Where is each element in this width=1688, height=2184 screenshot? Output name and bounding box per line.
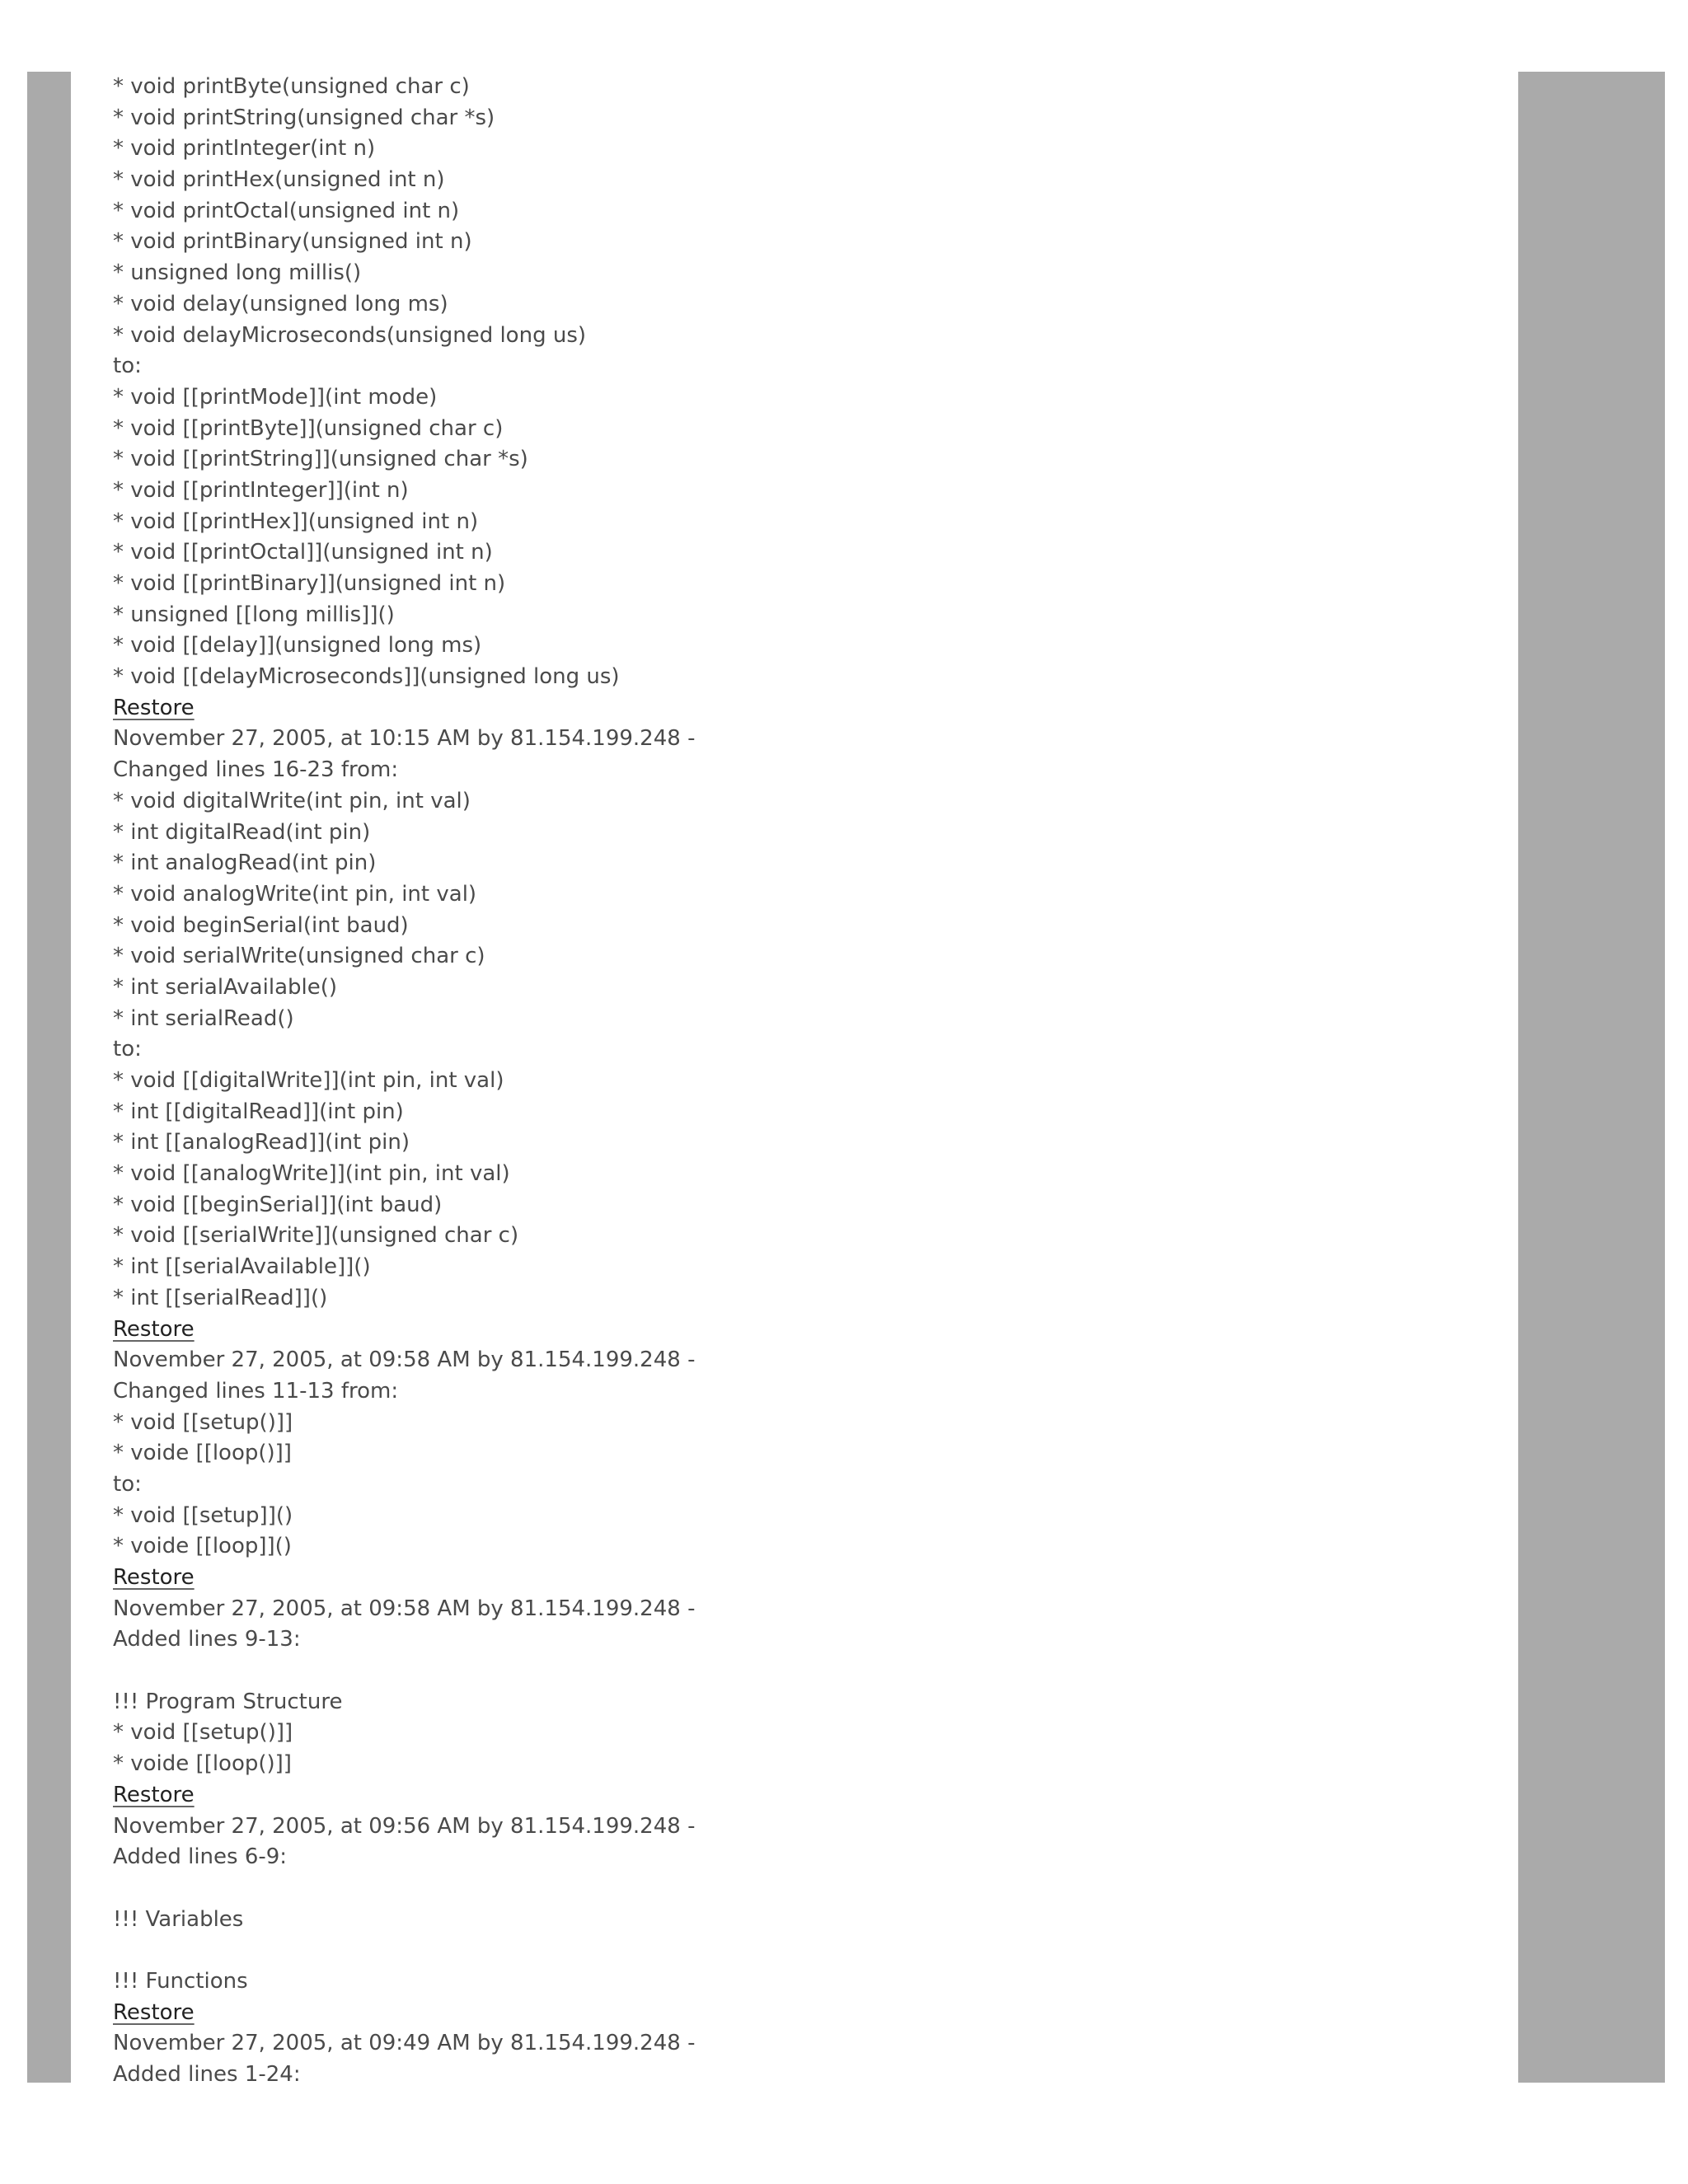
- history-line: * int analogRead(int pin): [113, 851, 377, 876]
- history-line: * void delay(unsigned long ms): [113, 291, 448, 316]
- restore-link[interactable]: Restore: [113, 1999, 195, 2025]
- restore-row: [113, 1780, 1498, 1811]
- restore-row: [113, 1998, 1498, 2029]
- history-line: * int [[digitalRead]](int pin): [113, 1099, 404, 1124]
- blank-line: [113, 1935, 1498, 1966]
- history-line: * int serialAvailable(): [113, 974, 338, 1000]
- history-line: * void [[beginSerial]](int baud): [113, 1192, 443, 1217]
- history-line: * void [[printByte]](unsigned char c): [113, 415, 504, 441]
- history-line: * unsigned [[long millis]](): [113, 602, 395, 627]
- history-line: * voide [[loop()]]: [113, 1441, 292, 1466]
- history-line: Added lines 6-9:: [113, 1844, 288, 1870]
- blank-line: [113, 1656, 1498, 1687]
- left-gutter-bar: [27, 72, 71, 2083]
- history-line: !!! Program Structure: [113, 1689, 343, 1714]
- restore-link[interactable]: Restore: [113, 1782, 195, 1807]
- history-line: * void [[printMode]](int mode): [113, 384, 438, 410]
- history-line: * int serialRead(): [113, 1005, 294, 1031]
- history-line: November 27, 2005, at 09:56 AM by 81.154.199.248 -: [113, 1813, 696, 1839]
- restore-row: [113, 1563, 1498, 1594]
- restore-link[interactable]: Restore: [113, 695, 195, 720]
- history-line: * void [[printString]](unsigned char *s): [113, 447, 528, 472]
- history-line: November 27, 2005, at 09:58 AM by 81.154.199.248 -: [113, 1596, 696, 1621]
- history-line: * voide [[loop]](): [113, 1534, 292, 1559]
- history-line: !!! Functions: [113, 1968, 248, 1994]
- history-line: !!! Variables: [113, 1906, 244, 1932]
- history-line: Added lines 9-13:: [113, 1627, 301, 1652]
- restore-row: [113, 693, 1498, 724]
- history-line: * void [[delay]](unsigned long ms): [113, 633, 482, 658]
- history-line: to:: [113, 1037, 142, 1062]
- history-line: * void [[printBinary]](unsigned int n): [113, 571, 506, 596]
- history-line: * void printInteger(int n): [113, 136, 376, 162]
- history-line: November 27, 2005, at 10:15 AM by 81.154.199.248 -: [113, 726, 696, 752]
- history-line: to:: [113, 1471, 142, 1497]
- history-line: * void [[printOctal]](unsigned int n): [113, 540, 493, 565]
- history-line: * void printOctal(unsigned int n): [113, 198, 460, 223]
- history-line: * void [[printHex]](unsigned int n): [113, 509, 479, 534]
- history-line: * void delayMicroseconds(unsigned long us): [113, 322, 587, 348]
- history-line: * void serialWrite(unsigned char c): [113, 944, 485, 969]
- restore-link[interactable]: Restore: [113, 1565, 195, 1590]
- history-line: * void analogWrite(int pin, int val): [113, 881, 477, 907]
- history-line: November 27, 2005, at 09:49 AM by 81.154.199.248 -: [113, 2031, 696, 2056]
- history-line: * void beginSerial(int baud): [113, 912, 409, 938]
- history-line: * int [[serialAvailable]](): [113, 1254, 371, 1280]
- history-line: * void [[printInteger]](int n): [113, 477, 409, 503]
- history-line: * unsigned long millis(): [113, 260, 362, 286]
- right-gutter-bar: [1518, 72, 1665, 2083]
- history-line: * int [[analogRead]](int pin): [113, 1130, 410, 1155]
- history-line: * void digitalWrite(int pin, int val): [113, 788, 471, 813]
- history-line: * voide [[loop()]]: [113, 1751, 292, 1777]
- history-line: * int [[serialRead]](): [113, 1285, 328, 1310]
- restore-link[interactable]: Restore: [113, 1316, 195, 1342]
- history-line: * void [[digitalWrite]](int pin, int val): [113, 1068, 504, 1093]
- history-line: * void [[analogWrite]](int pin, int val): [113, 1161, 510, 1187]
- history-line: * void [[setup()]]: [113, 1409, 293, 1435]
- history-line: * void printString(unsigned char *s): [113, 105, 495, 130]
- history-line: Changed lines 16-23 from:: [113, 757, 399, 783]
- history-line: * void [[delayMicroseconds]](unsigned long us): [113, 664, 620, 690]
- history-line: * void [[serialWrite]](unsigned char c): [113, 1223, 519, 1249]
- revision-history-content: [113, 72, 1498, 2091]
- restore-row: [113, 1315, 1498, 1346]
- history-line: * void printHex(unsigned int n): [113, 167, 445, 193]
- blank-line: [113, 1873, 1498, 1905]
- history-line: Added lines 1-24:: [113, 2062, 301, 2087]
- history-line: * void [[setup]](): [113, 1502, 293, 1528]
- history-line: * void printBinary(unsigned int n): [113, 229, 472, 255]
- history-line: November 27, 2005, at 09:58 AM by 81.154.199.248 -: [113, 1347, 696, 1373]
- history-line: * void printByte(unsigned char c): [113, 74, 470, 99]
- history-line: Changed lines 11-13 from:: [113, 1378, 399, 1404]
- history-line: * void [[setup()]]: [113, 1720, 293, 1746]
- history-line: * int digitalRead(int pin): [113, 819, 371, 845]
- history-line: to:: [113, 354, 142, 379]
